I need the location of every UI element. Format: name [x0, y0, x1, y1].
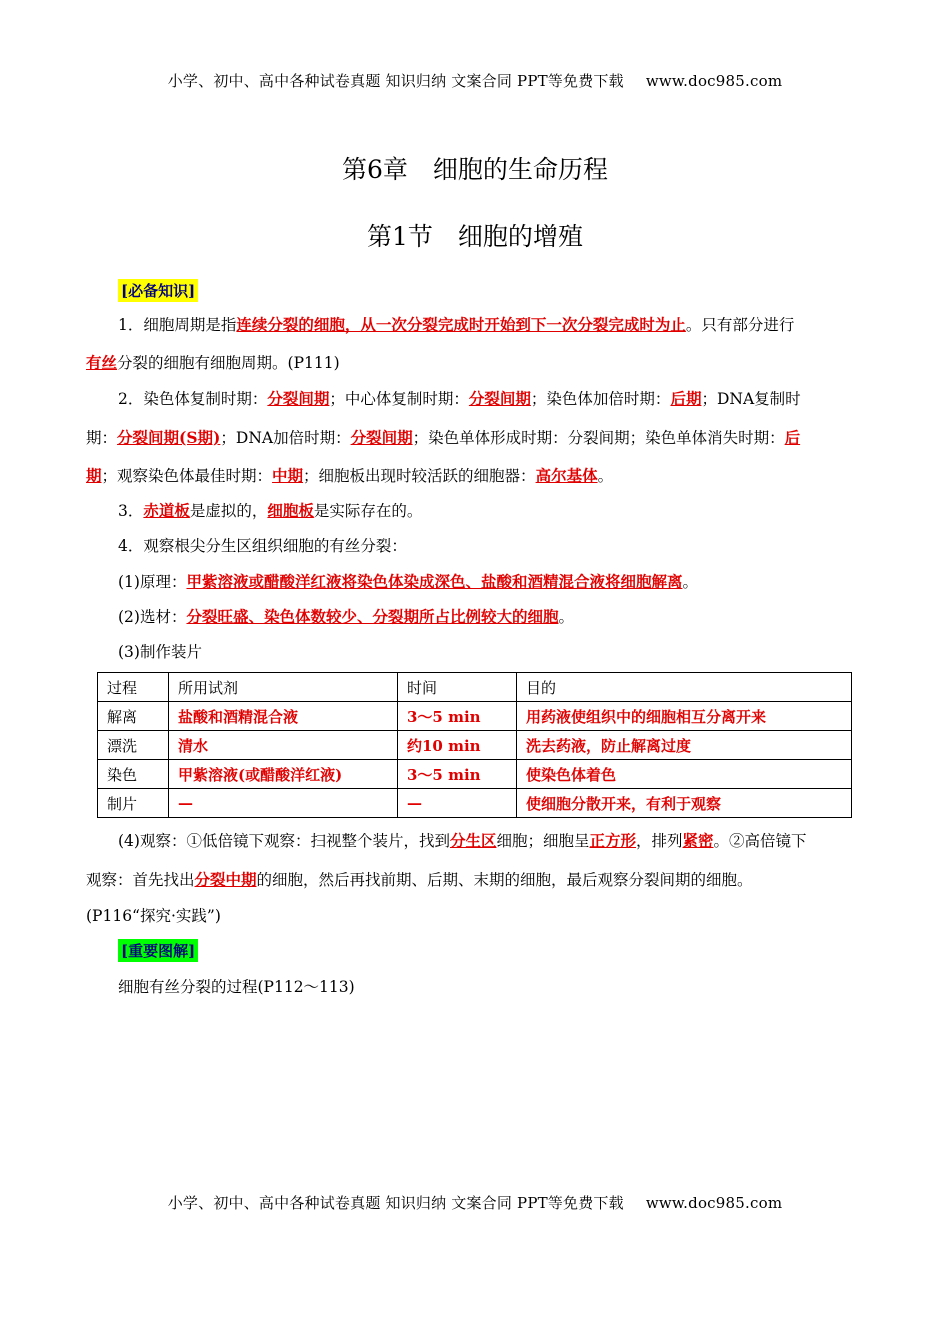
paragraph-4-observe-line-3: (P116“探究·实践”)	[86, 907, 221, 925]
table-header: 所用试剂	[169, 673, 398, 702]
text: (2)选材：	[118, 608, 187, 626]
paragraph-4: 4．观察根尖分生区组织细胞的有丝分裂：	[118, 537, 407, 555]
text: (1)原理：	[118, 573, 187, 591]
table-row	[98, 789, 852, 818]
diagram-tag: [重要图解]	[118, 939, 198, 962]
text: 。	[597, 467, 614, 485]
answer: 紧密	[682, 831, 714, 850]
footer-site[interactable]: www.doc985.com	[645, 1194, 783, 1212]
table-cell: 盐酸和酒精混合液	[169, 702, 398, 731]
text: ；染色体加倍时期：	[530, 390, 671, 408]
paragraph-4-material	[118, 605, 574, 627]
slide-prep-table	[97, 672, 852, 818]
answer: 正方形	[589, 831, 637, 850]
paragraph-2-line-3	[86, 464, 613, 486]
answer: 分裂间期	[267, 389, 330, 408]
answer: 细胞板	[267, 501, 314, 520]
table-header: 过程	[98, 673, 169, 702]
paragraph-3	[118, 499, 422, 521]
page-footer	[0, 1192, 950, 1213]
text: 。	[558, 608, 574, 626]
paragraph-4-slide-prep: (3)制作装片	[118, 643, 202, 661]
answer: 分裂间期	[350, 428, 413, 447]
text: 细胞；细胞呈	[496, 832, 590, 850]
table-cell: 使染色体着色	[517, 760, 852, 789]
text: 。只有部分进行	[685, 316, 795, 334]
section-title: 第1节 细胞的增殖	[367, 222, 583, 251]
answer: 分裂间期	[468, 389, 531, 408]
text: (4)观察：①低倍镜下观察：扫视整个装片，找到	[118, 832, 450, 850]
paragraph-4-observe-line-1	[118, 829, 807, 851]
text: 。②高倍镜下	[713, 832, 807, 850]
text: ；DNA加倍时期：	[220, 429, 351, 447]
text: 分裂的细胞有细胞周期。(P111)	[117, 354, 340, 372]
table-cell: 制片	[98, 789, 169, 818]
paragraph-4-principle	[118, 570, 698, 592]
answer: 分裂旺盛、染色体数较少、分裂期所占比例较大的细胞	[186, 607, 559, 626]
text: 观察：首先找出	[86, 871, 195, 889]
text: 的细胞，然后再找前期、后期、末期的细胞，最后观察分裂间期的细胞。	[256, 871, 753, 889]
paragraph-1-line-1	[118, 313, 794, 335]
page-header	[0, 70, 950, 91]
text: 是虚拟的，	[189, 502, 268, 520]
answer: 后期	[670, 389, 702, 408]
text: ；DNA复制时	[701, 390, 801, 408]
table-cell: 甲紫溶液(或醋酸洋红液)	[169, 760, 398, 789]
table-cell: 使细胞分散开来，有利于观察	[517, 789, 852, 818]
table-cell: 解离	[98, 702, 169, 731]
knowledge-tag: [必备知识]	[118, 279, 198, 302]
table-header-row	[98, 673, 852, 702]
table-cell: 3～5 min	[398, 760, 517, 789]
table-row	[98, 702, 852, 731]
text: ；中心体复制时期：	[329, 390, 469, 408]
table-cell: 用药液使组织中的细胞相互分离开来	[517, 702, 852, 731]
answer: 期	[86, 466, 102, 485]
table-row	[98, 731, 852, 760]
text: ；染色单体形成时期：分裂间期；染色单体消失时期：	[412, 429, 785, 447]
table-cell: 漂洗	[98, 731, 169, 760]
answer: 甲紫溶液或醋酸洋红液将染色体染成深色、盐酸和酒精混合液将细胞解离	[186, 572, 683, 591]
answer: 赤道板	[143, 501, 190, 520]
table-cell: 约10 min	[398, 731, 517, 760]
table-cell: 3～5 min	[398, 702, 517, 731]
text: ，排列	[636, 832, 683, 850]
text: ；观察染色体最佳时期：	[101, 467, 273, 485]
answer: 分生区	[449, 831, 497, 850]
table-cell: 染色	[98, 760, 169, 789]
answer: 分裂间期(S期)	[117, 428, 221, 447]
text: ；细胞板出现时较活跃的细胞器：	[303, 467, 536, 485]
diagram-caption: 细胞有丝分裂的过程(P112～113)	[118, 978, 355, 996]
text: 。	[682, 573, 698, 591]
answer: 有丝	[86, 353, 118, 372]
table-cell: 清水	[169, 731, 398, 760]
text: 期：	[86, 429, 118, 447]
chapter-title: 第6章 细胞的生命历程	[342, 155, 608, 184]
answer: 分裂中期	[194, 870, 257, 889]
paragraph-2-line-2	[86, 426, 800, 448]
table-cell: 洗去药液，防止解离过度	[517, 731, 852, 760]
answer: 中期	[272, 466, 304, 485]
text: 2．染色体复制时期：	[118, 390, 268, 408]
paragraph-2-line-1	[118, 387, 801, 409]
table-header: 目的	[517, 673, 852, 702]
table-header: 时间	[398, 673, 517, 702]
table-row	[98, 760, 852, 789]
text: 3．	[118, 502, 144, 520]
header-text: 小学、初中、高中各种试卷真题 知识归纳 文案合同 PPT等免费下载	[167, 72, 624, 90]
text: 是实际存在的。	[313, 502, 423, 520]
answer: 高尔基体	[535, 466, 598, 485]
text: 1．细胞周期是指	[118, 316, 237, 334]
table-cell: —	[169, 789, 398, 818]
header-site[interactable]: www.doc985.com	[645, 72, 783, 90]
answer: 连续分裂的细胞，从一次分裂完成时开始到下一次分裂完成时为止	[236, 315, 686, 334]
answer: 后	[784, 428, 801, 447]
paragraph-1-line-2	[86, 351, 340, 373]
paragraph-4-observe-line-2	[86, 868, 753, 890]
table-cell: —	[398, 789, 517, 818]
footer-text: 小学、初中、高中各种试卷真题 知识归纳 文案合同 PPT等免费下载	[167, 1194, 624, 1212]
